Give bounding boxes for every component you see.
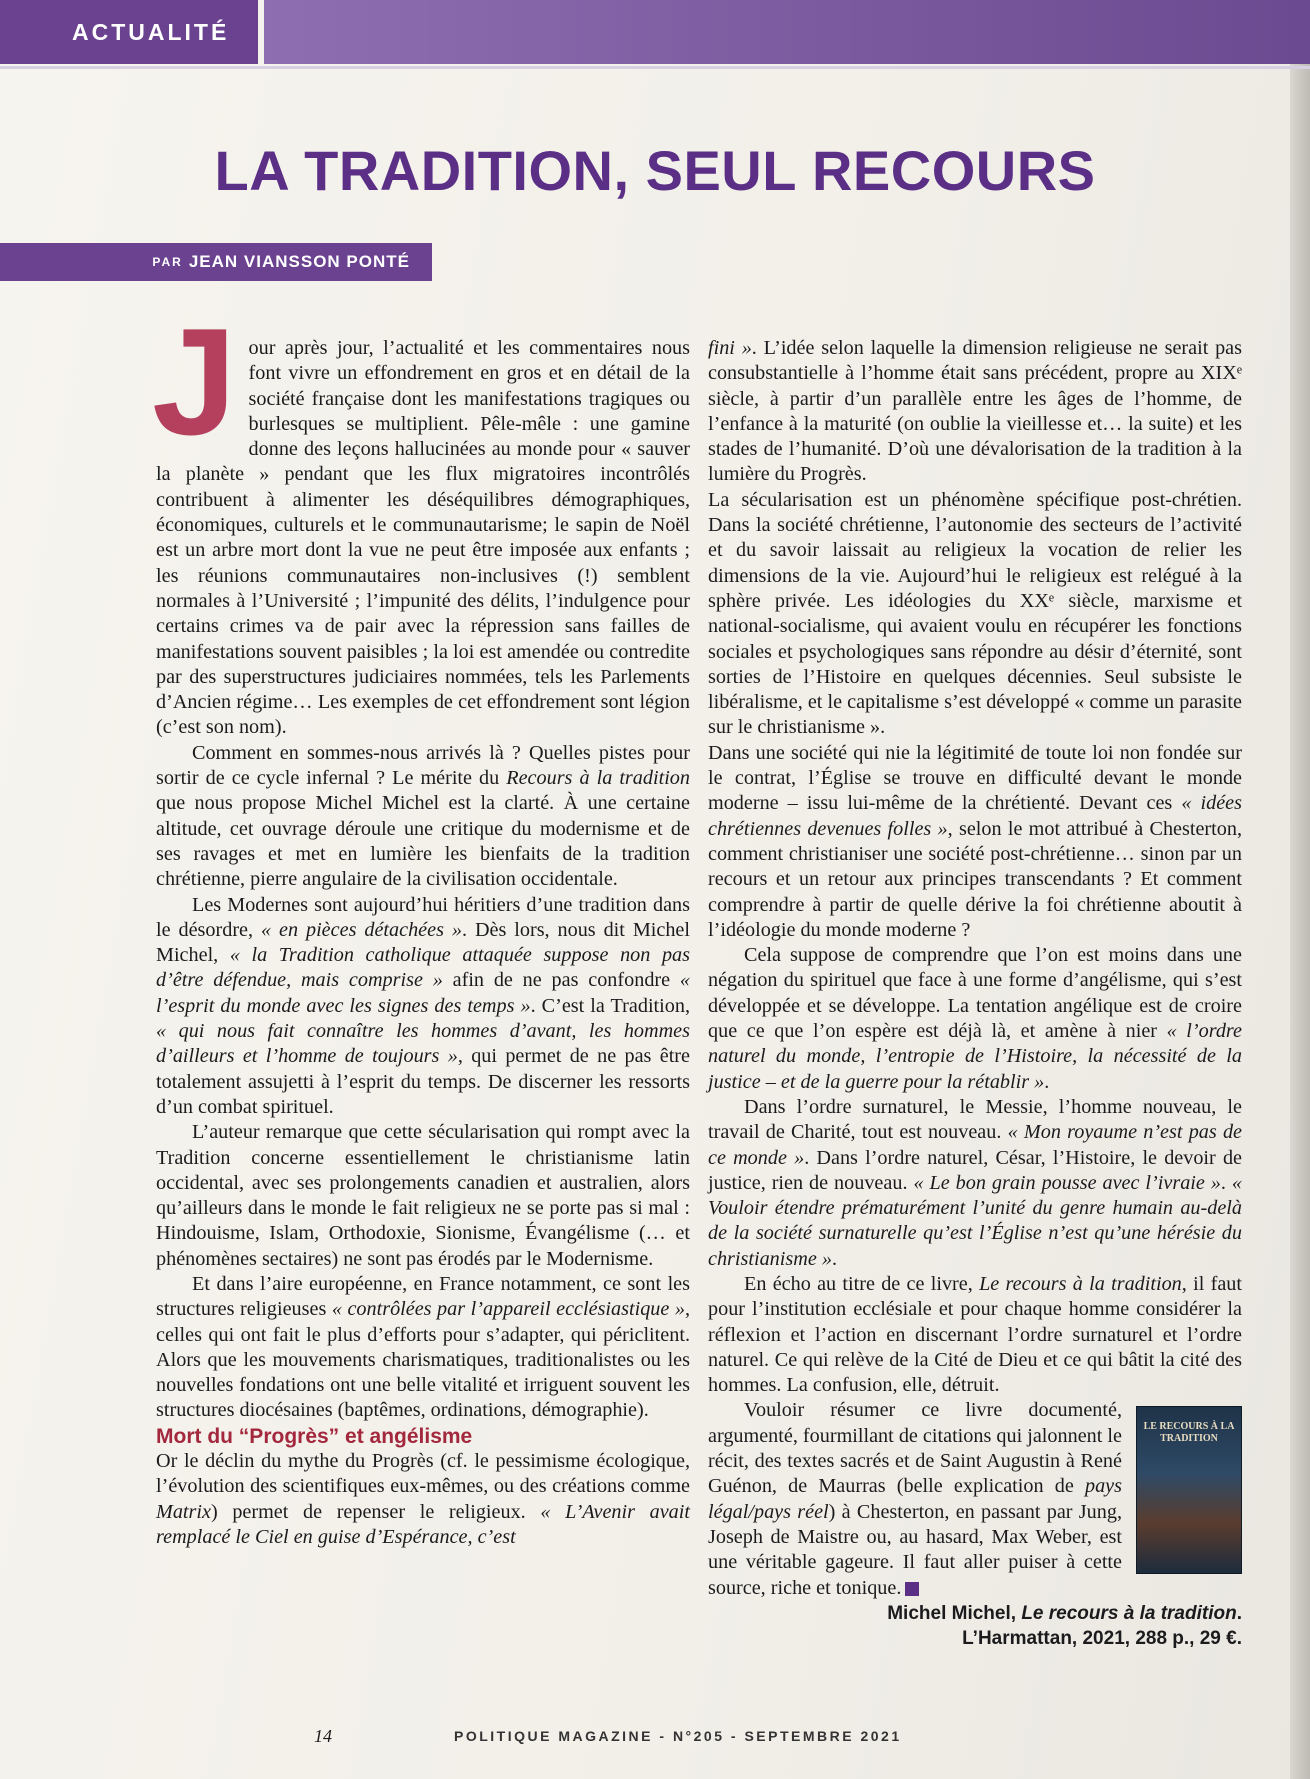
credit-punct: . [1236, 1602, 1242, 1624]
paragraph-text: Comment en sommes-nous arrivés là ? Quelles pistes pour sortir de ce cycle infernal ? Le mérite du [156, 741, 690, 790]
paragraph: L’auteur remarque que cette sécularisation qui rompt avec la Tradition concerne essentiellement le christianisme latin occidental, avec ses prolongements canadien et australien, alors qu’ailleurs dans le monde le fait religieux ne se porte pas si mal : Hindouisme, Islam, Orthodoxie, Sionisme, Évangélisme (… et phénomènes sectaires) ne sont pas érodés par le Modernisme. [156, 1121, 690, 1270]
byline-author: JEAN VIANSSON PONTÉ [188, 252, 410, 271]
header-band [264, 0, 1310, 64]
paragraph [156, 741, 690, 893]
paragraph-text: . C’est la Tradition, [530, 994, 691, 1017]
paragraph [708, 1272, 1242, 1398]
credit-title: Le recours à la tradition [1021, 1602, 1237, 1624]
paragraph-text: , qui permet de ne pas être totalement assujetti à l’esprit du temps. De discerner les ressorts d’un combat spirituel. [156, 1045, 690, 1118]
quote: « Le bon grain pousse avec l’ivraie » [913, 1171, 1221, 1194]
dropcap-letter: J [152, 297, 237, 467]
paragraph [708, 336, 1242, 488]
paragraph-text: . [1044, 1070, 1050, 1093]
paragraph-text: . [831, 1247, 837, 1270]
paragraph-text: afin de ne pas confondre [442, 969, 680, 992]
left-column [152, 297, 691, 1550]
book-title-ref: Recours à la tradition [506, 767, 690, 790]
paragraph [708, 1398, 1242, 1600]
paragraph-text: Cela suppose de comprendre que l’on est moins dans une négation du spirituel que face à une forme d’angélisme, qui s’est développée et se développe. La tentation angélique est de croire que ce que l’on espère est déjà là, et amène à nier [708, 944, 1242, 1043]
paragraph-text: , il faut pour l’institution ecclésiale et pour chaque homme considérer la réflexion et l’action en discernant l’ordre surnaturel et l’ordre naturel. Ce qui relève de la Cité de Dieu et ce qui bâtit la cité des hommes. La confusion, elle, détruit. [708, 1272, 1242, 1397]
article-title: LA TRADITION, SEUL RECOURS [214, 139, 1096, 202]
publication-footer: POLITIQUE MAGAZINE - N°205 - SEPTEMBRE 2021 [454, 1728, 902, 1744]
paragraph-text: ) à Chesterton, en passant par Jung, Joseph de Maistre ou, au hasard, Max Weber, est une véritable gageure. Il faut aller puiser à cette source, riche et tonique. [708, 1500, 1122, 1599]
paragraph-text: que nous propose Michel Michel est la clarté. À une certaine altitude, cet ouvrage déroule une critique du modernisme et de ses ravages et met en lumière les bienfaits de la tradition chrétienne, pierre angulaire de la civilisation occidentale. [156, 792, 690, 891]
book-cover-image [1136, 1406, 1242, 1574]
page-number: 14 [314, 1726, 332, 1746]
paragraph-text: Les Modernes sont aujourd’hui héritiers d’une tradition dans le désordre, [156, 893, 690, 941]
paragraph-text: . Dans l’ordre naturel, César, l’Histoire, le devoir de justice, rien de nouveau. [708, 1146, 1242, 1194]
paragraph-text: En écho au titre de ce livre, [744, 1272, 980, 1295]
paragraph-text: Dans l’ordre surnaturel, le Messie, l’homme nouveau, le travail de Charité, tout est nouveau. [708, 1095, 1242, 1144]
quote: « Vouloir étendre prématurément l’unité du genre humain au-delà de la société surnaturelle qu’est l’Église n’est qu’une hérésie du christianisme » [708, 1171, 1243, 1270]
paragraph [708, 741, 1242, 943]
header-rule [0, 66, 1310, 69]
paragraph [708, 943, 1242, 1095]
paragraph [156, 1272, 690, 1424]
quote: fini » [708, 337, 752, 359]
quote: « l’esprit du monde avec les signes des temps » [156, 969, 690, 1017]
quote: « qui nous fait connaître les hommes d’avant, les hommes d’ailleurs et l’homme de toujours » [156, 1020, 690, 1068]
byline-bar [0, 243, 432, 281]
quote: « la Tradition catholique attaquée suppose non pas d’être défendue, mais comprise » [156, 944, 690, 992]
paragraph-text: Vouloir résumer ce livre documenté, argumenté, fourmillant de citations qui jalonnent le récit, des textes sacrés et de Saint Augustin à René Guénon, de Maurras (belle explication de [708, 1399, 1122, 1498]
quote: « L’Avenir avait remplacé le Ciel en guise d’Espérance, c’est [156, 1500, 690, 1548]
credit-publisher: L’Harmattan, 2021, 288 p., 29 €. [962, 1627, 1242, 1649]
quote: pays légal/pays réel [708, 1475, 1122, 1523]
paragraph-text: , celles qui ont fait le plus d’efforts pour s’adapter, qui périclitent. Alors que les mouvements charismatiques, traditionalistes ou les nouvelles fondations ont une belle vitalité et irriguent souvent les structures diocésaines (baptêmes, ordinations, démographie). [156, 1298, 691, 1422]
section-rubric: ACTUALITÉ [0, 0, 258, 64]
paragraph-text: Et dans l’aire européenne, en France notamment, ce sont les structures religieuses [156, 1272, 690, 1321]
page-edge-shadow [1290, 40, 1310, 1779]
paragraph-text: . [1220, 1171, 1232, 1194]
paragraph [152, 297, 690, 741]
quote: « en pièces détachées » [260, 918, 462, 941]
paragraph-text: our après jour, l’actualité et les commentaires nous font vivre un effondrement en gros et en détail de la société française dont les manifestations tragiques ou burlesques se multiplient. Pêle-mêle : une gamine donne des leçons hallucinées au monde pour « sauver la planète » pendant que les flux migratoires incontrôlés contribuent à alimenter les déséquilibres démographiques, économiques, culturels et le communautarisme; le sapin de Noël est un arbre mort dont la vue ne peut être imposée aux enfants ; les réunions communautaires non-inclusives (!) semblent normales à l’Université ; l’impunité des délits, l’indulgence pour certains crimes va de pair avec la répression sans failles de manifestations souvent paisibles ; la loi est amendée ou contredite par des superstructures judiciaires nommées, tels les Parlements d’Ancien régime… Les exemples de cet effondrement sont légion (c’est son nom). [156, 337, 690, 739]
byline-prefix: PAR [152, 255, 183, 269]
paragraph-text: Or le déclin du mythe du Progrès (cf. le pessimisme écologique, l’évolution des scientifiques eux-mêmes, ou des créations comme [156, 1450, 690, 1498]
paragraph-text: , selon le mot attribué à Chesterton, comment christianiser une société post-chrétienne… sinon par un recours et un retour aux principes transcendants ? Et comment comprendre à partir de quelle dérive la foi chrétienne aboutit à l’idéologie du monde moderne ? [708, 817, 1242, 941]
film-title-ref: Matrix [156, 1500, 211, 1523]
section-subhead: Mort du “Progrès” et angélisme [156, 1424, 473, 1448]
paragraph: La sécularisation est un phénomène spécifique post-chrétien. Dans la société chrétienne, l’autonomie des secteurs de l’activité et du savoir laissait au religieux la vocation de relier les dimensions de la vie. Aujourd’hui le religieux est relégué à la sphère privée. Les idéologies du XXᵉ siècle, marxisme et national-socialisme, qui avaient voulu en récupérer les fonctions sociales et psychologiques sans répondre au désir d’éternité, sont sorties de l’Histoire en quelques décennies. Seul subsiste le libéralisme, et le capitalisme s’est développé « comme un parasite sur le christianisme ». [708, 488, 1242, 739]
paragraph-text: Dans une société qui nie la légitimité de toute loi non fondée sur le contrat, l’Église se trouve en difficulté devant le monde moderne – issu lui-même de la chrétienté. Devant ces [708, 741, 1242, 815]
book-cover-title: LE RECOURS À LA TRADITION [1143, 1421, 1235, 1445]
quote: « l’ordre naturel du monde, l’entropie de l’Histoire, la nécessité de la justice – et de la guerre pour la rétablir » [708, 1020, 1242, 1093]
paragraph [156, 893, 690, 1121]
paragraph [708, 1095, 1242, 1272]
quote: « Mon royaume n’est pas de ce monde » [708, 1121, 1242, 1169]
book-title-ref: Le recours à la tradition [979, 1272, 1182, 1295]
quote: « idées chrétiennes devenues folles » [708, 792, 1242, 840]
quote: « contrôlées par l’appareil ecclésiastique » [331, 1298, 685, 1321]
book-credit [708, 1601, 1242, 1651]
end-of-article-mark [905, 1582, 919, 1596]
paragraph-text: . Dès lors, nous dit Michel Michel, [156, 918, 690, 967]
paragraph-text: ) permet de repenser le religieux. [210, 1500, 541, 1523]
paragraph [156, 1449, 690, 1550]
paragraph-text: . L’idée selon laquelle la dimension religieuse ne serait pas consubstantielle à l’homme était sans précédent, propre au XIXᵉ siècle, à partir d’un parallèle entre les âges de l’homme, de l’enfance à la maturité (on oublie la vieillesse et… la suite) et les stades de l’humanité. D’où une dévalorisation de la tradition à la lumière du Progrès. [708, 337, 1242, 486]
right-column [708, 336, 1242, 1651]
credit-author: Michel Michel, [887, 1602, 1022, 1624]
